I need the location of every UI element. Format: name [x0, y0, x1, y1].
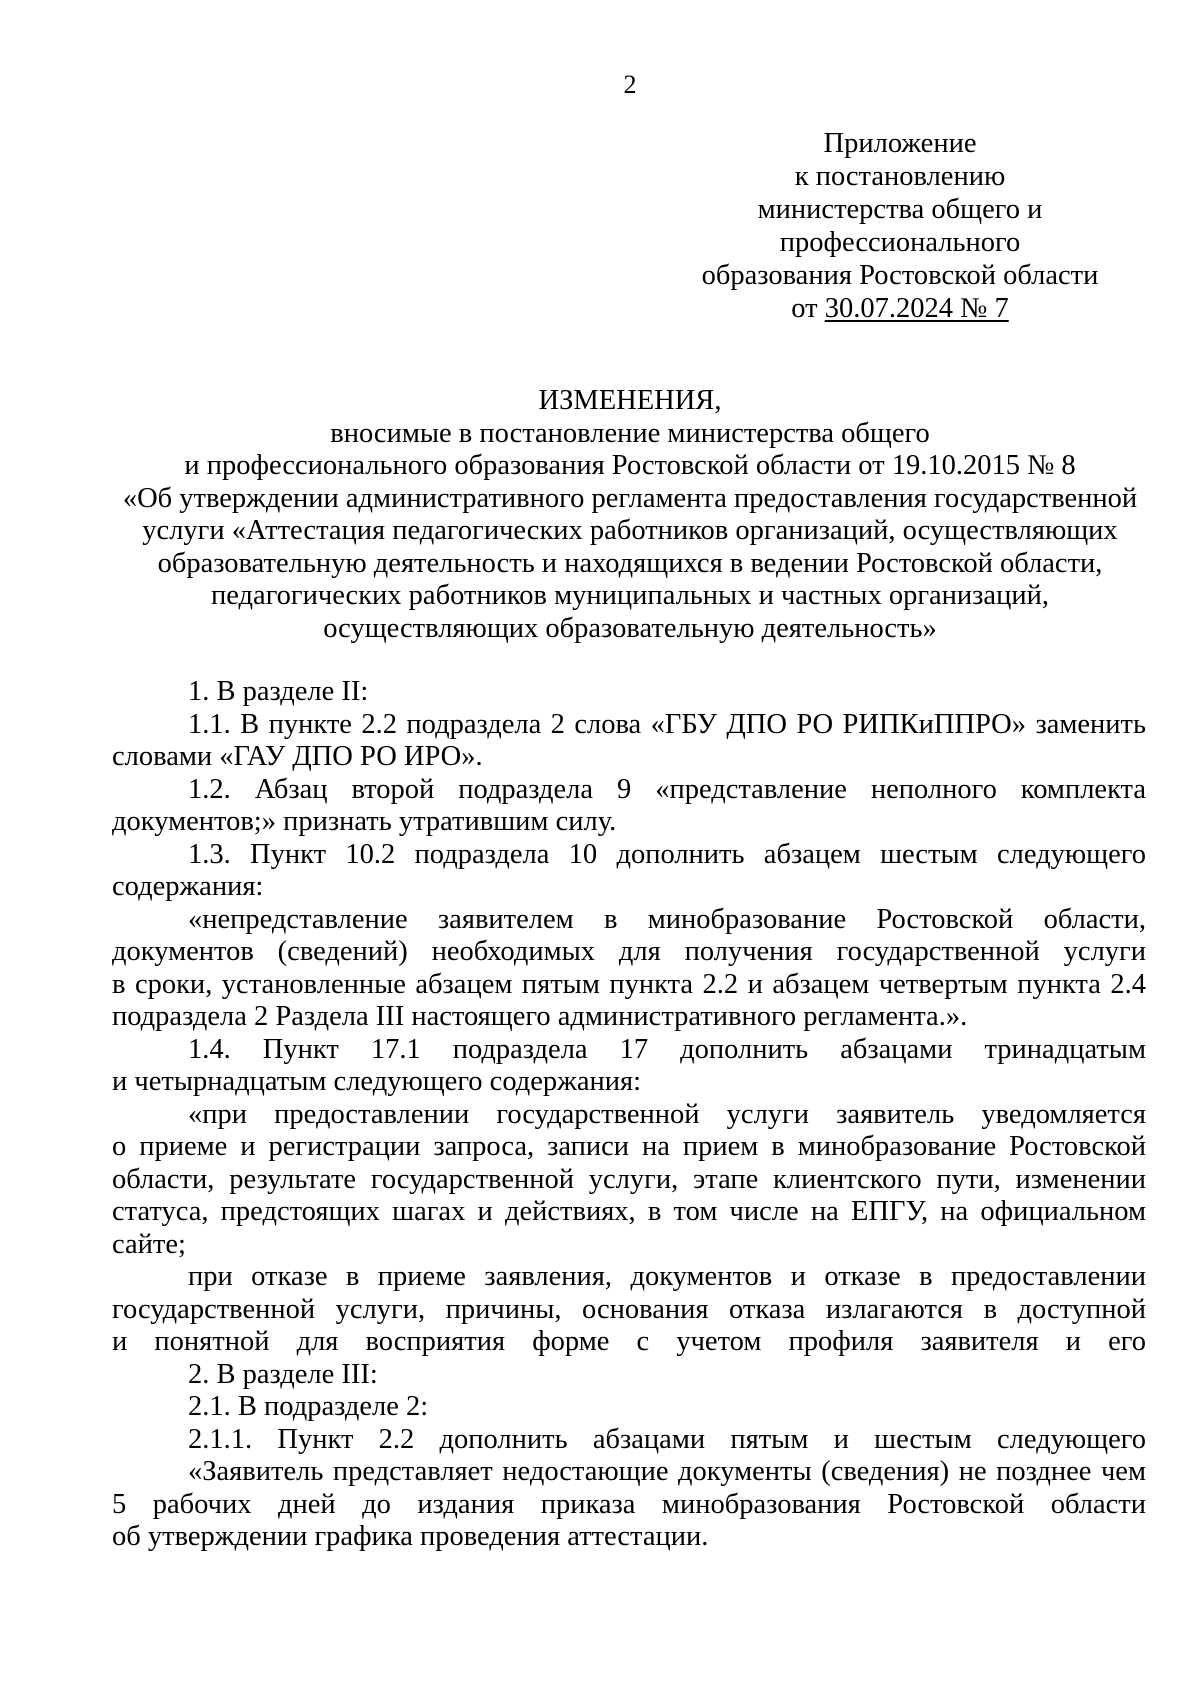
title-line: осуществляющих образовательную деятельность»: [323, 612, 937, 644]
body-line: области, результате государственной услуги, этапе клиентского пути, изменении: [112, 1163, 1146, 1195]
appendix-line-1: Приложение: [823, 128, 977, 159]
title-line: вносимые в постановление министерства общего: [330, 417, 930, 449]
body-line: 1.2. Абзац второй подраздела 9 «представление неполного комплекта: [188, 773, 1146, 805]
body-line: «непредставление заявителем в минобразование Ростовской области,: [188, 903, 1146, 935]
body-line: «при предоставлении государственной услуги заявитель уведомляется: [188, 1098, 1146, 1130]
body-line: словами «ГАУ ДПО РО ИРО».: [112, 741, 483, 772]
body-line: 1.1. В пункте 2.2 подраздела 2 слова «ГБУ ДПО РО РИПКиППРО» заменить: [188, 708, 1146, 740]
body-line: государственной услуги, причины, основания отказа излагаются в доступной: [112, 1293, 1146, 1325]
body-line: подраздела 2 Раздела III настоящего административного регламента.».: [112, 1001, 968, 1032]
body-line: при отказе в приеме заявления, документов и отказе в предоставлении: [188, 1261, 1146, 1292]
document-title: [110, 385, 1150, 645]
body-line: и понятной для восприятия форме с учетом профиля заявителя и его: [112, 1326, 1146, 1357]
title-line: образовательную деятельность и находящихся в ведении Ростовской области,: [157, 547, 1103, 579]
appendix-line-2: к постановлению: [794, 161, 1006, 192]
title-heading: ИЗМЕНЕНИЯ,: [538, 385, 722, 416]
body-line: и четырнадцатым следующего содержания:: [112, 1066, 642, 1097]
body-line: «Заявитель представляет недостающие документы (сведения) не позднее чем: [188, 1456, 1146, 1487]
title-line: «Об утверждении административного регламента предоставления государственной: [122, 482, 1138, 514]
appendix-line-4: профессионального: [779, 227, 1021, 258]
body-line: содержания:: [112, 871, 264, 902]
body-line: сайте;: [112, 1228, 186, 1260]
body-line: 2.1.1. Пункт 2.2 дополнить абзацами пятым и шестым следующего: [188, 1423, 1146, 1455]
body-line: о приеме и регистрации запроса, записи на прием в минобразование Ростовской: [112, 1131, 1146, 1162]
appendix-line-3: министерства общего и: [757, 194, 1043, 225]
title-line: и профессионального образования Ростовской области от 19.10.2015 № 8: [184, 450, 1076, 481]
body-line: 2. В разделе III:: [188, 1358, 378, 1390]
title-line: педагогических работников муниципальных и частных организаций,: [211, 580, 1049, 611]
body-line: 2.1. В подразделе 2:: [188, 1391, 429, 1422]
appendix-date-number: 30.07.2024 № 7: [824, 293, 1009, 324]
title-line: услуги «Аттестация педагогических работников организаций, осуществляющих: [142, 515, 1118, 546]
body-line: 1.3. Пункт 10.2 подраздела 10 дополнить абзацем шестым следующего: [188, 838, 1146, 870]
body-line: документов (сведений) необходимых для получения государственной услуги: [112, 936, 1146, 967]
body-line: об утверждении графика проведения аттестации.: [112, 1521, 709, 1552]
page-number: 2: [623, 70, 637, 99]
document-body: [112, 676, 1146, 1554]
body-line: документов;» признать утратившим силу.: [112, 806, 617, 837]
appendix-header: [700, 127, 1100, 325]
body-line: 1.4. Пункт 17.1 подраздела 17 дополнить абзацами тринадцатым: [188, 1033, 1146, 1065]
appendix-date-prefix: от: [791, 293, 825, 324]
body-line: 5 рабочих дней до издания приказа минобразования Ростовской области: [112, 1488, 1146, 1520]
body-line: 1. В разделе II:: [188, 676, 369, 707]
appendix-line-5: образования Ростовской области: [701, 260, 1099, 291]
body-line: в сроки, установленные абзацем пятым пункта 2.2 и абзацем четвертым пункта 2.4: [112, 968, 1146, 1000]
body-line: статуса, предстоящих шагах и действиях, в том числе на ЕПГУ, на официальном: [112, 1196, 1146, 1227]
appendix-date-line: [700, 292, 1100, 325]
